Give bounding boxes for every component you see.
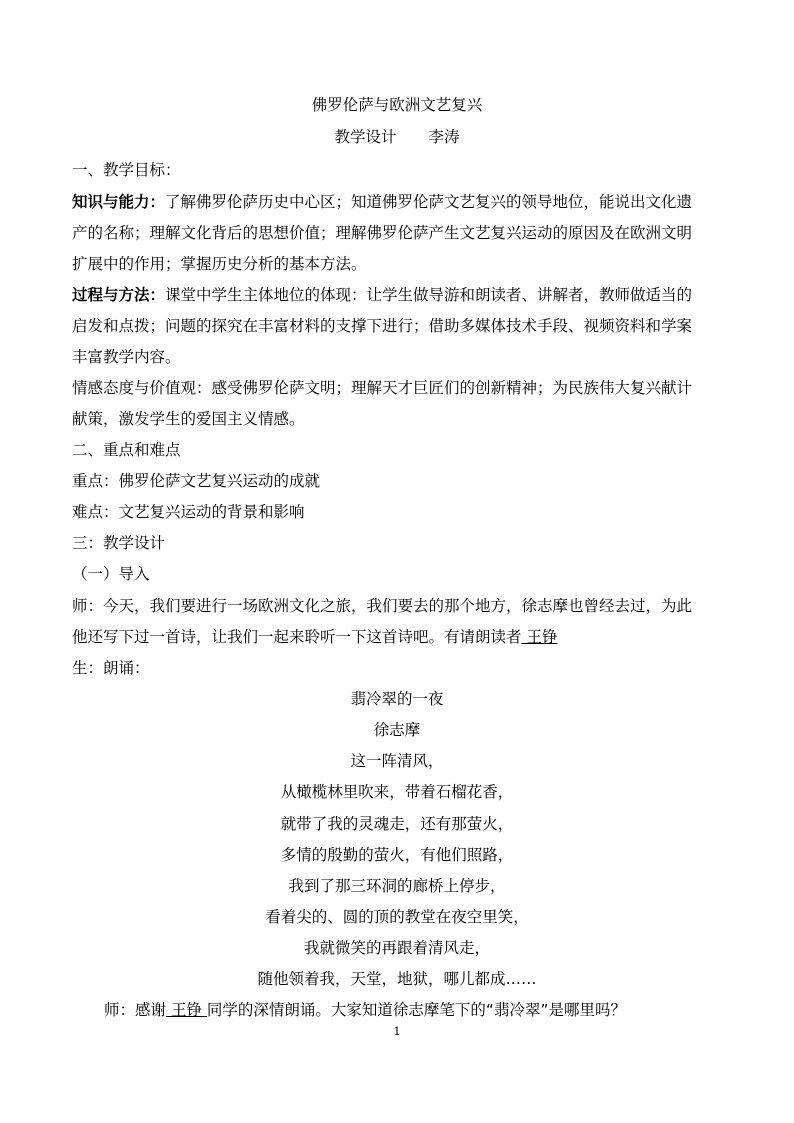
process-label: 过程与方法： [72,286,166,304]
emotion-line-2: 献策，激发学生的爱国主义情感。 [72,410,305,428]
student-reading: 生：朗诵： [72,659,150,677]
knowledge-label: 知识与能力： [72,193,166,211]
poem-line: 从橄榄林里吹来，带着石榴花香， [280,783,514,801]
reader-name-text: 王铮 [526,628,558,646]
poem-line: 就带了我的灵魂走，还有那萤火， [280,815,514,833]
reader-name-2 [166,1001,207,1019]
knowledge-text-1: 了解佛罗伦萨历史中心区；知道佛罗伦萨文艺复兴的领导地位，能说出文化遗 [165,193,693,211]
emotion-line-1: 情感态度与价值观：感受佛罗伦萨文明；理解天才巨匠们的创新精神；为民族伟大复兴献计 [72,379,693,397]
thanks-suffix: 同学的深情朗诵。大家知道徐志摩笔下的“翡冷翠”是哪里吗？ [206,1001,626,1019]
author-name: 李涛 [428,128,460,146]
poem-title: 翡冷翠的一夜 [350,690,444,708]
poem-line: 我就微笑的再跟着清风走， [303,939,490,957]
thanks-prefix: 师：感谢 [104,1001,167,1019]
section-heading-key: 二、重点和难点 [72,441,181,459]
poem-line: 这一阵清风， [350,752,444,770]
process-line-3: 丰富教学内容。 [72,348,181,366]
process-line-2: 启发和点拨；问题的探究在丰富材料的支撑下进行；借助多媒体技术手段、视频资料和学案 [72,317,693,335]
poem-line: 看着尖的、圆的顶的教堂在夜空里笑， [265,908,529,926]
reader-name-2-text: 王铮 [170,1001,202,1019]
subsection-intro: （一）导入 [72,565,150,583]
poem-author: 徐志摩 [373,721,421,739]
teacher-line-2 [72,627,722,647]
section-heading-design: 三：教学设计 [72,534,166,552]
difficult-point: 难点：文艺复兴运动的背景和影响 [72,503,305,521]
knowledge-line-3: 扩展中的作用；掌握历史分析的基本方法。 [72,255,367,273]
doc-subtitle [72,127,722,147]
teacher-text-2: 他还写下过一首诗，让我们一起来聆听一下这首诗吧。有请朗读者 [72,628,522,646]
poem-line: 随他领着我，天堂，地狱，哪儿都成…… [257,970,537,988]
teacher-thanks [104,1000,744,1020]
key-point: 重点：佛罗伦萨文艺复兴运动的成就 [72,472,321,490]
process-text-1: 课堂中学生主体地位的体现：让学生做导游和朗读者、讲解者，教师做适当的 [165,286,693,304]
poem-line: 多情的殷勤的萤火，有他们照路， [280,846,514,864]
poem-line: 我到了那三环洞的廊桥上停步， [288,877,506,895]
subtitle-label: 教学设计 [334,128,397,146]
knowledge-line-2: 产的名称；理解文化背后的思想价值；理解佛罗伦萨产生文艺复兴运动的原因及在欧洲文明 [72,224,693,242]
section-heading-goals: 一、教学目标： [72,161,181,179]
page-number: 1 [393,1025,401,1038]
process-line-1 [72,285,722,305]
doc-title: 佛罗伦萨与欧洲文艺复兴 [311,96,483,114]
knowledge-line-1 [72,192,722,212]
reader-name [522,628,558,646]
teacher-line-1: 师：今天，我们要进行一场欧洲文化之旅，我们要去的那个地方，徐志摩也曾经去过，为此 [72,597,693,615]
